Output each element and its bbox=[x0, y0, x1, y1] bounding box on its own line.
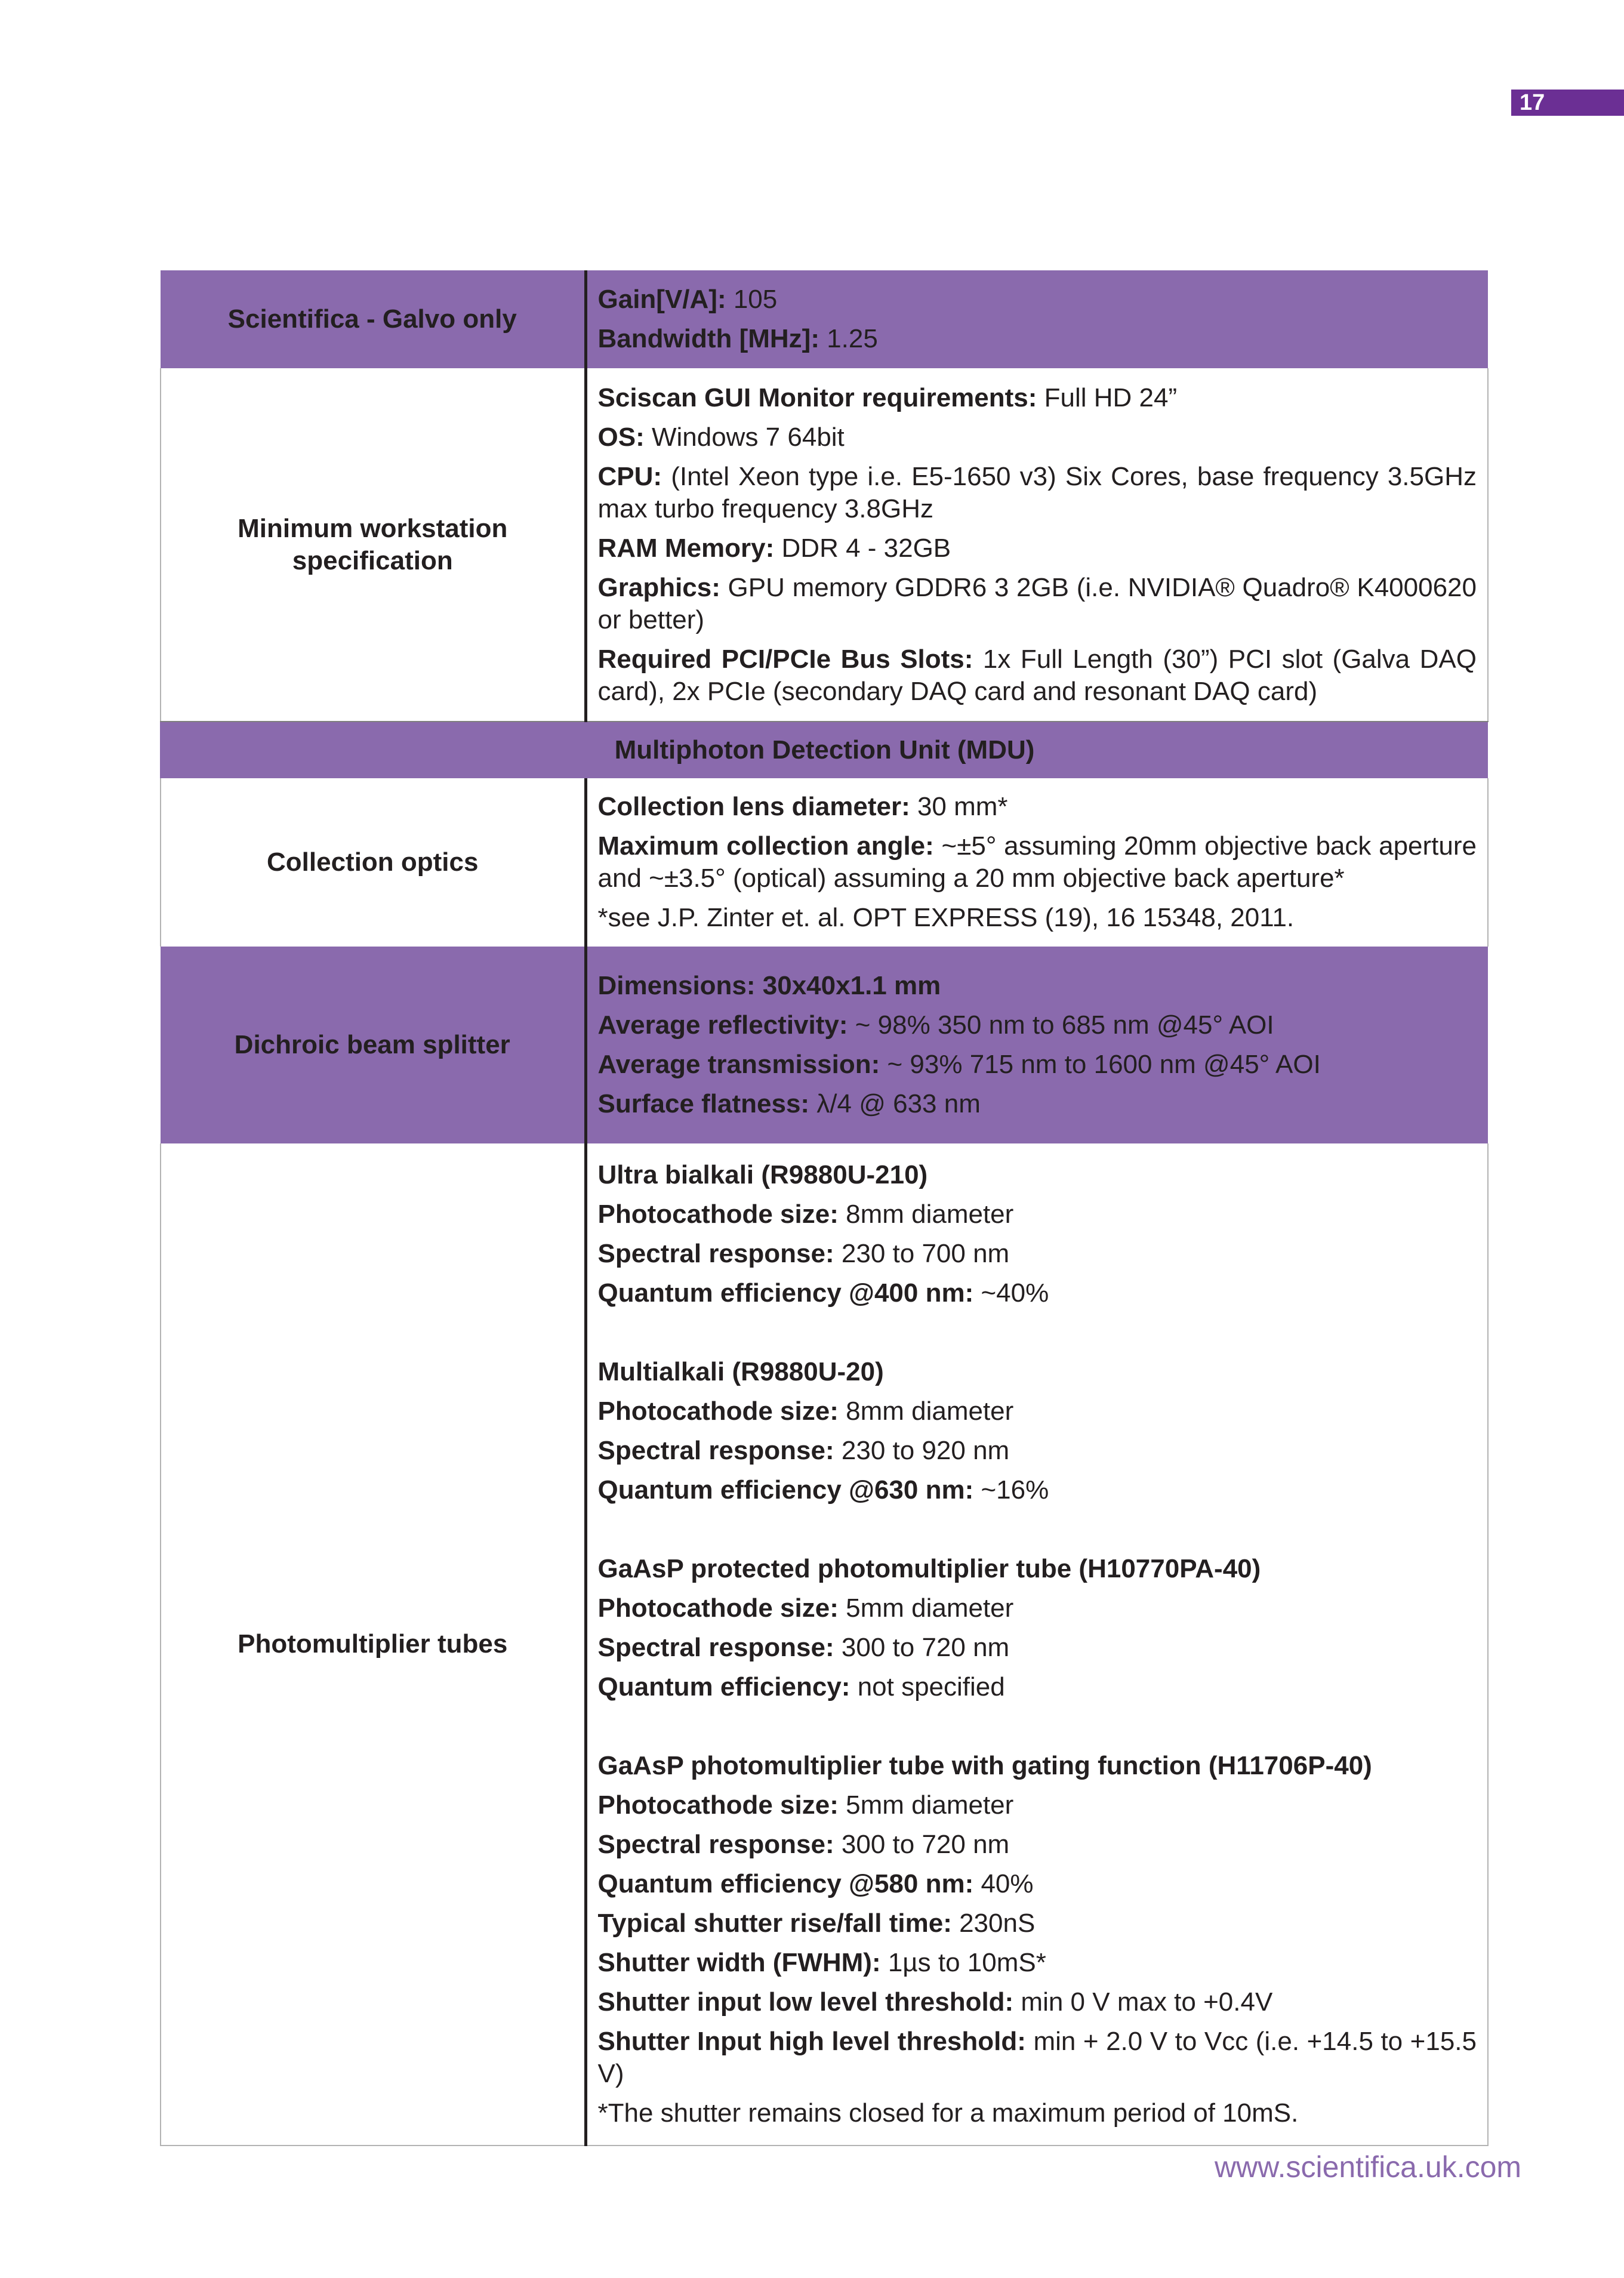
row-content bbox=[585, 1143, 1488, 2146]
table-row bbox=[161, 1143, 1488, 2146]
spec-line: Spectral response: 230 to 700 nm bbox=[597, 1239, 1010, 1268]
spec-line: Spectral response: 300 to 720 nm bbox=[597, 1830, 1010, 1859]
spec-line: Maximum collection angle: ~±5° assuming 20mm objective back aperture and ~±3.5° (optical) assuming a 20 mm objective back aperture* bbox=[597, 831, 1477, 893]
spec-line: Quantum efficiency: not specified bbox=[597, 1672, 1005, 1701]
spec-line: Quantum efficiency @580 nm: 40% bbox=[597, 1869, 1034, 1898]
specification-table bbox=[160, 270, 1489, 2146]
spec-line: Surface flatness: λ/4 @ 633 nm bbox=[597, 1089, 981, 1118]
spec-line: *see J.P. Zinter et. al. OPT EXPRESS (19), 16 15348, 2011. bbox=[597, 903, 1295, 932]
table-row bbox=[161, 947, 1488, 1143]
spec-line: Photocathode size: 5mm diameter bbox=[597, 1790, 1014, 1820]
row-content bbox=[585, 368, 1488, 722]
spec-line: Graphics: GPU memory GDDR6 3 2GB (i.e. NVIDIA® Quadro® K4000620 or better) bbox=[597, 572, 1477, 634]
spec-line: Typical shutter rise/fall time: 230nS bbox=[597, 1909, 1036, 1938]
row-label: Dichroic beam splitter bbox=[161, 947, 585, 1143]
spec-line: Multialkali (R9880U-20) bbox=[597, 1357, 884, 1386]
spec-line: Average transmission: ~ 93% 715 nm to 1600 nm @45° AOI bbox=[597, 1050, 1321, 1079]
spec-line: CPU: (Intel Xeon type i.e. E5-1650 v3) Six Cores, base frequency 3.5GHz max turbo frequency 3.8GHz bbox=[597, 461, 1477, 523]
table-row bbox=[161, 368, 1488, 722]
section-title: Multiphoton Detection Unit (MDU) bbox=[161, 722, 1488, 778]
spec-line: GaAsP protected photomultiplier tube (H10770PA-40) bbox=[597, 1554, 1261, 1583]
spec-line: *The shutter remains closed for a maximum period of 10mS. bbox=[597, 2098, 1299, 2128]
spec-line: Dimensions: 30x40x1.1 mm bbox=[597, 971, 941, 1000]
spec-line: Spectral response: 300 to 720 nm bbox=[597, 1633, 1010, 1662]
spec-line: Photocathode size: 8mm diameter bbox=[597, 1397, 1014, 1426]
spec-line: Quantum efficiency @400 nm: ~40% bbox=[597, 1278, 1049, 1308]
row-content bbox=[585, 778, 1488, 947]
spec-line: Required PCI/PCIe Bus Slots: 1x Full Length (30”) PCI slot (Galva DAQ card), 2x PCIe (secondary DAQ card and resonant DAQ card) bbox=[597, 644, 1477, 706]
spec-line: Shutter width (FWHM): 1µs to 10mS* bbox=[597, 1948, 1046, 1977]
page-number: 17 bbox=[1511, 90, 1624, 116]
spec-line: Photocathode size: 8mm diameter bbox=[597, 1200, 1014, 1229]
spec-line: Collection lens diameter: 30 mm* bbox=[597, 792, 1008, 821]
spec-line: Quantum efficiency @630 nm: ~16% bbox=[597, 1475, 1049, 1505]
row-label: Scientifica - Galvo only bbox=[161, 270, 585, 368]
spec-line: Photocathode size: 5mm diameter bbox=[597, 1593, 1014, 1623]
table-row bbox=[161, 270, 1488, 368]
spec-line: Sciscan GUI Monitor requirements: Full HD 24” bbox=[597, 383, 1178, 412]
footer-url[interactable]: www.scientifica.uk.com bbox=[1215, 2150, 1522, 2184]
spec-line: GaAsP photomultiplier tube with gating function (H11706P-40) bbox=[597, 1751, 1372, 1780]
row-label: Photomultiplier tubes bbox=[161, 1143, 585, 2146]
spec-line: Gain[V/A]: 105 bbox=[597, 285, 778, 314]
spec-line: RAM Memory: DDR 4 - 32GB bbox=[597, 533, 951, 563]
section-row bbox=[161, 722, 1488, 778]
spec-line: Bandwidth [MHz]: 1.25 bbox=[597, 324, 878, 353]
spec-line: Average reflectivity: ~ 98% 350 nm to 685 nm @45° AOI bbox=[597, 1010, 1274, 1040]
row-content bbox=[585, 270, 1488, 368]
spec-line: Shutter Input high level threshold: min + 2.0 V to Vcc (i.e. +14.5 to +15.5 V) bbox=[597, 2027, 1477, 2088]
spec-line: Spectral response: 230 to 920 nm bbox=[597, 1436, 1010, 1465]
spec-line: Ultra bialkali (R9880U-210) bbox=[597, 1160, 928, 1189]
row-label: Collection optics bbox=[161, 778, 585, 947]
table-row bbox=[161, 778, 1488, 947]
row-label: Minimum workstation specification bbox=[161, 368, 585, 722]
spec-line: OS: Windows 7 64bit bbox=[597, 422, 845, 452]
spec-line: Shutter input low level threshold: min 0 V max to +0.4V bbox=[597, 1987, 1273, 2017]
row-content bbox=[585, 947, 1488, 1143]
